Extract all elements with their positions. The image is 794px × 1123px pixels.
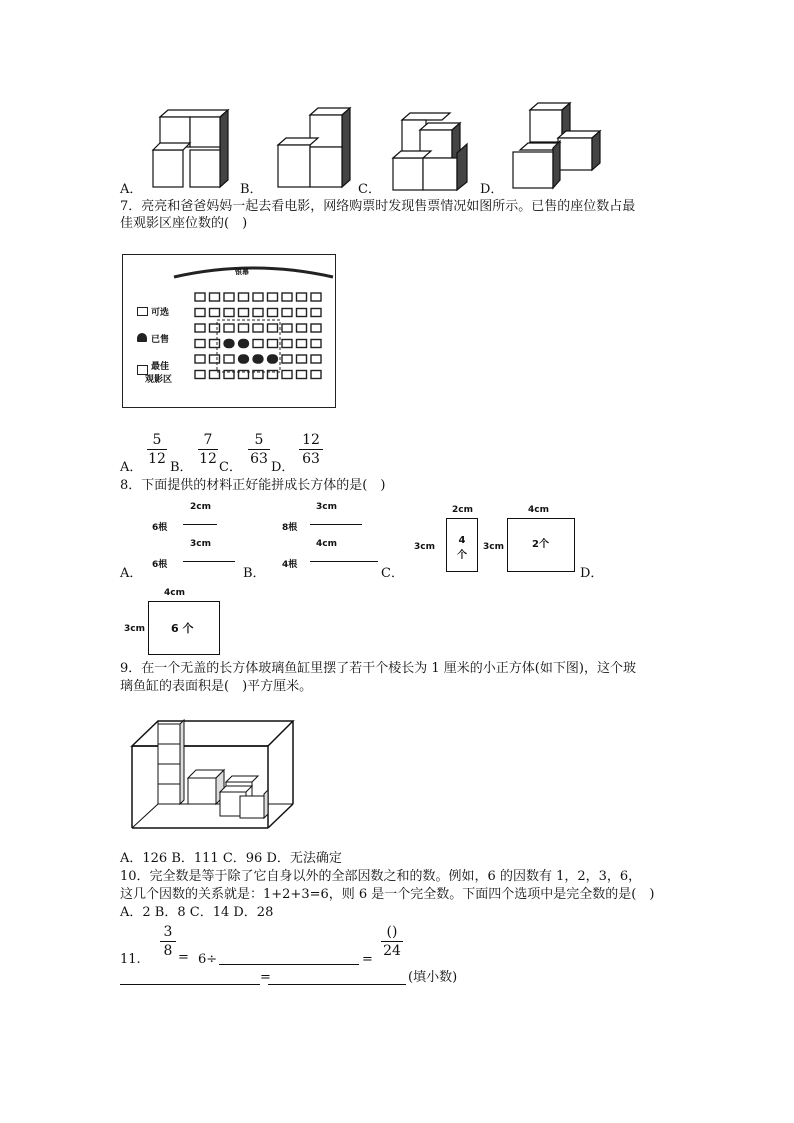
q6-figure-c bbox=[390, 108, 480, 193]
q8c-small-rect bbox=[446, 518, 478, 572]
seat-available bbox=[239, 309, 249, 317]
seat-available bbox=[282, 340, 292, 348]
seat-available bbox=[297, 371, 307, 379]
q7-text-line1: 7．亮亮和爸爸妈妈一起去看电影，网络购票时发现售票情况如图所示。已售的座位数占最 bbox=[120, 199, 636, 214]
legend-best: 最佳 bbox=[151, 362, 170, 372]
q11-frac1-num: 3 bbox=[163, 924, 173, 940]
q8d-rect bbox=[148, 601, 220, 655]
q8c-big-text: 2个 bbox=[532, 539, 549, 550]
seat-available bbox=[210, 324, 220, 332]
seat-sold bbox=[224, 340, 234, 348]
q7-frac-b bbox=[198, 432, 218, 467]
q8b-len2: 4cm bbox=[316, 539, 337, 549]
q11-hint: (填小数) bbox=[408, 970, 458, 985]
seat-available bbox=[297, 293, 307, 301]
seat-available bbox=[282, 293, 292, 301]
q8-option-b[interactable]: B． bbox=[243, 566, 266, 581]
q11-frac1 bbox=[160, 924, 176, 959]
seat-available bbox=[311, 340, 321, 348]
seat-available bbox=[297, 309, 307, 317]
q11-frac2 bbox=[381, 924, 403, 959]
seat-available bbox=[282, 309, 292, 317]
q8-option-d[interactable]: D． bbox=[580, 566, 604, 581]
legend-available: 可选 bbox=[151, 308, 170, 318]
seat-available bbox=[282, 324, 292, 332]
seat-available bbox=[224, 355, 234, 363]
seat-available bbox=[253, 324, 263, 332]
q11-frac2-num[interactable]: () bbox=[386, 924, 398, 940]
seat-available bbox=[253, 340, 263, 348]
q8a-len1: 2cm bbox=[190, 502, 211, 512]
q9-options[interactable]: A．126 B．111 C．96 D．无法确定 bbox=[120, 851, 342, 866]
q6-figure-d bbox=[510, 100, 605, 192]
q8-question: 8．下面提供的材料正好能拼成长方体的是( ) bbox=[120, 478, 386, 493]
q11-eq1: = bbox=[178, 950, 189, 965]
seat-available bbox=[297, 324, 307, 332]
q9-text-line2: 璃鱼缸的表面积是( )平方厘米。 bbox=[120, 679, 313, 694]
q10-text-line2: 这几个因数的关系就是：1+2+3=6，则 6 是一个完全数。下面四个选项中是完全数的是( ) bbox=[120, 887, 655, 902]
seat-available bbox=[239, 293, 249, 301]
legend-available-icon bbox=[137, 307, 148, 316]
q11-blank3[interactable] bbox=[268, 984, 406, 985]
seat-available bbox=[253, 293, 263, 301]
seat-available bbox=[210, 355, 220, 363]
seat-available bbox=[282, 371, 292, 379]
q8a-count2: 6根 bbox=[152, 560, 168, 570]
screen-label: 银幕 bbox=[235, 268, 249, 276]
seat-available bbox=[268, 309, 278, 317]
q6-figure-b bbox=[270, 105, 355, 190]
seat-available bbox=[224, 324, 234, 332]
seat-available bbox=[268, 340, 278, 348]
seat-available bbox=[268, 324, 278, 332]
q8c-small-width: 2cm bbox=[452, 505, 473, 515]
q10-text-line1: 10．完全数是等于除了它自身以外的全部因数之和的数。例如，6 的因数有 1，2，3，6， bbox=[120, 869, 642, 884]
seat-available bbox=[253, 309, 263, 317]
q11-eq2: = bbox=[362, 952, 373, 967]
q9-fish-tank bbox=[128, 716, 298, 834]
q11-frac2-den: 24 bbox=[383, 943, 401, 959]
q8d-height: 3cm bbox=[124, 624, 145, 634]
q7-frac-b-den: 12 bbox=[199, 451, 217, 467]
q8c-small-text2: 个 bbox=[457, 550, 467, 561]
q7-option-d[interactable]: D． bbox=[271, 460, 295, 475]
q7-frac-b-num: 7 bbox=[203, 432, 213, 448]
q7-seat-chart bbox=[122, 254, 336, 408]
q7-option-b[interactable]: B． bbox=[170, 460, 193, 475]
q8c-big-width: 4cm bbox=[528, 505, 549, 515]
q7-frac-d-num: 12 bbox=[302, 432, 320, 448]
seat-grid bbox=[195, 293, 330, 393]
q7-frac-c bbox=[248, 432, 270, 467]
seat-available bbox=[239, 324, 249, 332]
q8b-count1: 8根 bbox=[282, 523, 298, 533]
seat-available bbox=[282, 355, 292, 363]
seat-available bbox=[311, 324, 321, 332]
seat-available bbox=[311, 309, 321, 317]
seat-available bbox=[311, 355, 321, 363]
seat-sold bbox=[239, 355, 249, 363]
q11-blank2[interactable] bbox=[120, 984, 260, 985]
q8c-big-rect bbox=[507, 518, 575, 572]
q10-options[interactable]: A．2 B．8 C．14 D．28 bbox=[120, 905, 274, 920]
q7-frac-d-den: 63 bbox=[302, 451, 320, 467]
q8d-text: 6 个 bbox=[171, 622, 194, 635]
seat-available bbox=[210, 340, 220, 348]
seat-sold bbox=[268, 355, 278, 363]
q8b-len1: 3cm bbox=[316, 502, 337, 512]
q11-eq3: = bbox=[260, 970, 271, 985]
q7-option-c[interactable]: C． bbox=[219, 460, 242, 475]
q6-option-b[interactable]: B． bbox=[240, 182, 263, 197]
seat-available bbox=[195, 355, 205, 363]
q7-frac-c-num: 5 bbox=[254, 432, 264, 448]
q6-option-d[interactable]: D． bbox=[480, 182, 504, 197]
q11-blank1[interactable] bbox=[219, 964, 359, 965]
q8a-len2: 3cm bbox=[190, 539, 211, 549]
q8-option-a[interactable]: A． bbox=[120, 566, 143, 581]
seat-available bbox=[195, 293, 205, 301]
q8b-stick1 bbox=[310, 524, 362, 525]
seat-available bbox=[297, 340, 307, 348]
seat-available bbox=[268, 293, 278, 301]
q8c-small-text1: 4 bbox=[458, 535, 466, 546]
seat-sold bbox=[253, 355, 263, 363]
q8a-stick1 bbox=[183, 524, 217, 525]
seat-available bbox=[195, 324, 205, 332]
legend-sold: 已售 bbox=[151, 335, 170, 345]
seat-available bbox=[195, 340, 205, 348]
q8a-stick2 bbox=[183, 561, 235, 562]
seat-available bbox=[297, 355, 307, 363]
q8b-count2: 4根 bbox=[282, 560, 298, 570]
seat-available bbox=[224, 309, 234, 317]
q6-option-c[interactable]: C． bbox=[358, 182, 381, 197]
q8c-small-height: 3cm bbox=[414, 542, 435, 552]
q11-div: 6÷ bbox=[198, 952, 218, 967]
q8b-stick2 bbox=[310, 561, 378, 562]
legend-sold-icon bbox=[137, 333, 147, 342]
q7-frac-a-num: 5 bbox=[152, 432, 162, 448]
q8c-big-height: 3cm bbox=[483, 542, 504, 552]
q11-number: 11. bbox=[120, 952, 141, 967]
q6-option-a[interactable]: A． bbox=[120, 182, 143, 197]
seat-available bbox=[210, 293, 220, 301]
legend-best-2: 观影区 bbox=[145, 375, 173, 385]
q7-option-a[interactable]: A． bbox=[120, 460, 143, 475]
seat-available bbox=[210, 309, 220, 317]
q7-frac-d bbox=[299, 432, 323, 467]
seat-sold bbox=[239, 340, 249, 348]
q8d-width: 4cm bbox=[164, 588, 185, 598]
q8a-count1: 6根 bbox=[152, 523, 168, 533]
q7-text-line2: 佳观影区座位数的( ) bbox=[120, 216, 248, 231]
q7-frac-a-den: 12 bbox=[148, 451, 166, 467]
q7-frac-a bbox=[147, 432, 167, 467]
seat-available bbox=[311, 371, 321, 379]
seat-available bbox=[195, 309, 205, 317]
q11-frac1-den: 8 bbox=[163, 943, 173, 959]
q9-text-line1: 9．在一个无盖的长方体玻璃鱼缸里摆了若干个棱长为 1 厘米的小正方体(如下图)，这个玻 bbox=[120, 661, 636, 676]
seat-available bbox=[224, 293, 234, 301]
q6-figure-a bbox=[150, 105, 230, 190]
seat-available bbox=[311, 293, 321, 301]
screen-arc bbox=[171, 263, 336, 281]
q8-option-c[interactable]: C． bbox=[381, 566, 404, 581]
q7-frac-c-den: 63 bbox=[250, 451, 268, 467]
seat-available bbox=[195, 371, 205, 379]
